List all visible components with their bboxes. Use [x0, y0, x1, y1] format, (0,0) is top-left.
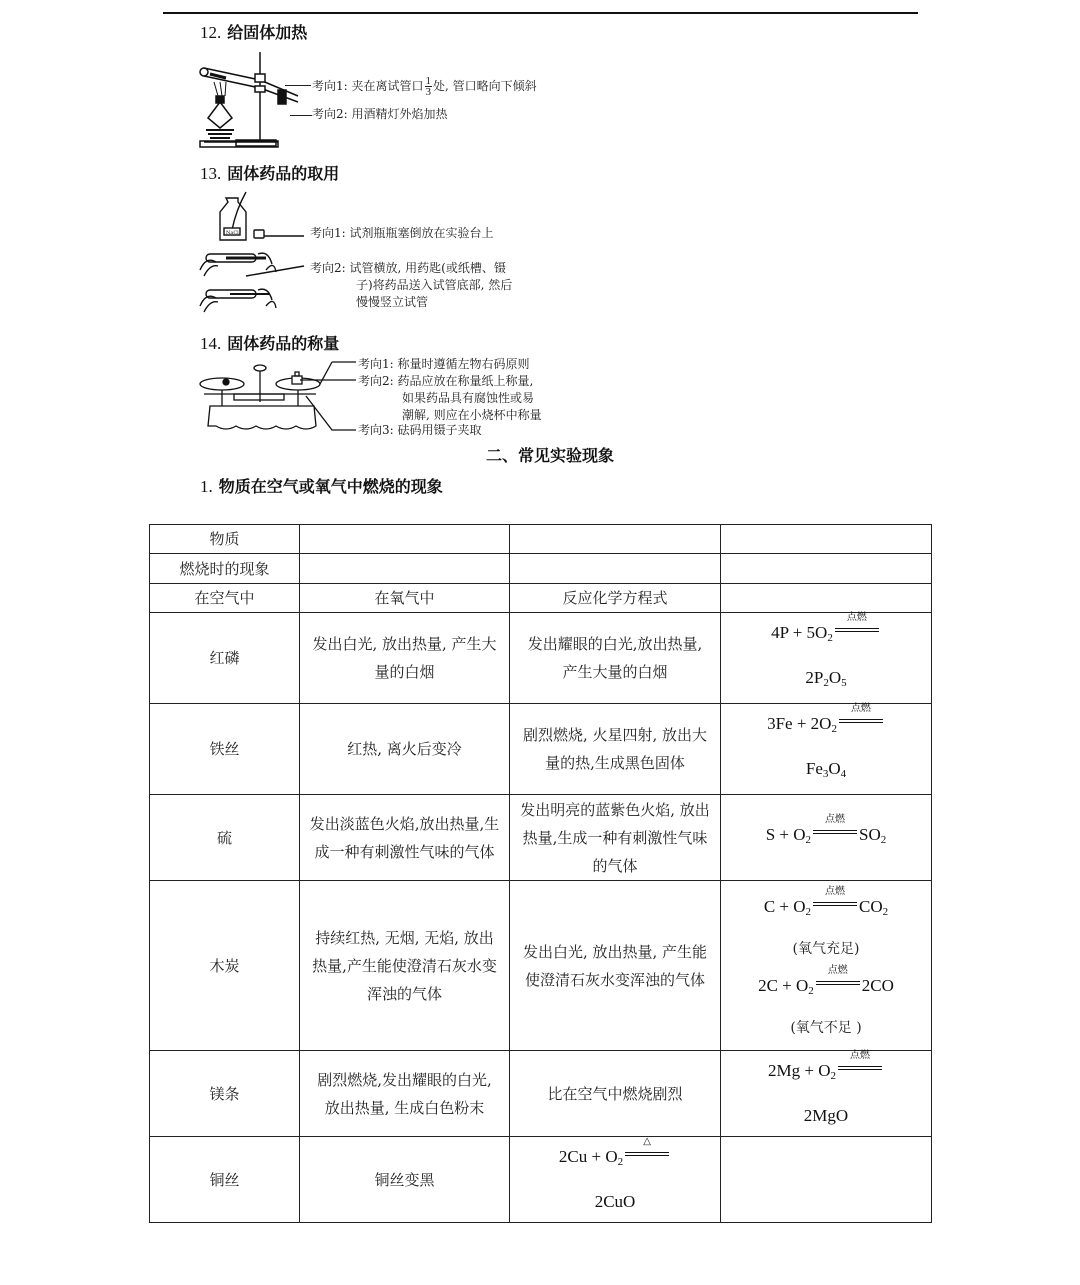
- callout-label: 考向1:: [358, 357, 394, 371]
- arrow-line: [838, 1066, 882, 1067]
- item-13-heading: [200, 161, 339, 184]
- callout-label: 考向2:: [358, 374, 394, 388]
- equation-products: 2CO: [861, 975, 894, 995]
- item-number: 14.: [200, 334, 222, 353]
- callout-text: 试剂瓶瓶塞倒放在实验台上: [349, 226, 494, 240]
- fraction-numerator: 1: [425, 75, 432, 87]
- arrow-line: [813, 830, 857, 831]
- callout-line: 潮解, 则应在小烧杯中称量: [402, 408, 542, 422]
- reaction-arrow: [625, 1136, 669, 1162]
- equation-line: [729, 887, 923, 932]
- equation-line: [729, 613, 923, 658]
- reaction-arrow: [839, 703, 883, 729]
- equation-products: $CO_2$: [859, 896, 889, 918]
- header-row: [150, 584, 932, 613]
- item-title: 固体药品的取用: [227, 164, 340, 183]
- reaction-condition: 点燃: [849, 1050, 870, 1061]
- equation-note: (氧气充足): [792, 940, 860, 957]
- reagent-handling-figure: [196, 190, 306, 320]
- header-cell: [510, 554, 721, 584]
- equation-products: 2CuO: [594, 1192, 636, 1211]
- arrow-line: [816, 984, 860, 985]
- arrow-line: [813, 833, 857, 834]
- in-air-cell: 持续红热, 无烟, 无焰, 放出热量,产生能使澄清石灰水变浑浊的气体: [300, 881, 510, 1051]
- substance-cell: 硫: [150, 795, 300, 881]
- subsection-number: 1.: [200, 477, 213, 496]
- equation-line: [518, 1137, 712, 1182]
- arrow-line: [838, 1069, 882, 1070]
- equation-line: [729, 704, 923, 749]
- equation-reactants: $2Cu + O_2$: [558, 1147, 624, 1168]
- equation-reactants: $S + O_2$: [765, 825, 812, 846]
- item-title: 给固体加热: [227, 23, 308, 42]
- table-row: [150, 795, 932, 881]
- reaction-arrow: [813, 814, 857, 840]
- callout-14-2: [358, 373, 542, 424]
- header-row: [150, 525, 932, 554]
- equation-cell: [721, 795, 932, 881]
- equation-reactants: $4P + 5O_2$: [771, 623, 833, 644]
- callout-text: 砝码用镊子夹取: [397, 423, 482, 437]
- reaction-condition: 点燃: [827, 964, 848, 976]
- callout-label: 考向2:: [312, 107, 348, 121]
- header-cell: [300, 554, 510, 584]
- callout-12-2: [312, 106, 448, 123]
- reaction-arrow: [813, 885, 857, 912]
- balance-scale-figure: [196, 356, 358, 436]
- item-number: 13.: [200, 164, 222, 183]
- callout-line: 慢慢竖立试管: [356, 295, 429, 309]
- callout-line: 如果药品具有腐蚀性或易: [402, 391, 535, 405]
- substance-cell: 镁条: [150, 1051, 300, 1137]
- in-air-cell: 铜丝变黑: [300, 1137, 510, 1223]
- item-12-heading: [200, 20, 307, 43]
- reaction-arrow: [838, 1050, 882, 1076]
- substance-cell: 木炭: [150, 881, 300, 1051]
- equation-cell: [721, 1051, 932, 1137]
- header-row: [150, 554, 932, 584]
- header-cell: [721, 525, 932, 554]
- table-row: [150, 704, 932, 795]
- table-row: [150, 1137, 932, 1223]
- equation-line: [729, 815, 923, 860]
- in-air-cell: 发出淡蓝色火焰,放出热量,生成一种有刺激性气味的气体: [300, 795, 510, 881]
- in-air-cell: 红热, 离火后变冷: [300, 704, 510, 795]
- table-row: [150, 881, 932, 1051]
- in-oxygen-cell: 发出耀眼的白光,放出热量, 产生大量的白烟: [510, 613, 721, 704]
- callout-13-1: [310, 225, 494, 242]
- equation-line: [729, 966, 923, 1011]
- in-oxygen-cell: 发出明亮的蓝紫色火焰, 放出热量,生成一种有刺激性气味的气体: [510, 795, 721, 881]
- callout-line: 试管横放, 用药匙(或纸槽、镊: [349, 261, 506, 275]
- reaction-arrow: [835, 612, 879, 638]
- table-row: [150, 613, 932, 704]
- equation-products: $SO_2$: [859, 825, 887, 846]
- in-oxygen-cell: 比在空气中燃烧剧烈: [510, 1051, 721, 1137]
- subsection-heading: [200, 474, 443, 497]
- callout-line: 子)将药品送入试管底部, 然后: [356, 278, 513, 292]
- callout-text: 称量时遵循左物右码原则: [397, 357, 530, 371]
- callout-14-3: [358, 422, 482, 439]
- svg-text:NaCl: NaCl: [226, 230, 239, 236]
- substance-cell: 铁丝: [150, 704, 300, 795]
- arrow-line: [835, 628, 879, 629]
- item-title: 固体药品的称量: [227, 334, 340, 353]
- combustion-table: [149, 524, 932, 1223]
- header-cell: [300, 525, 510, 554]
- header-cell: [510, 525, 721, 554]
- callout-label: 考向1:: [310, 226, 346, 240]
- in-air-cell: 发出白光, 放出热量, 产生大量的白烟: [300, 613, 510, 704]
- heating-apparatus-figure: [198, 46, 318, 150]
- subsection-title: 物质在空气或氧气中燃烧的现象: [218, 477, 443, 496]
- callout-label: 考向2:: [310, 261, 346, 275]
- equation-cell: [721, 613, 932, 704]
- callout-14-1: [358, 356, 530, 373]
- callout-12-1: [312, 76, 537, 97]
- in-oxygen-cell: 发出白光, 放出热量, 产生能使澄清石灰水变浑浊的气体: [510, 881, 721, 1051]
- substance-cell: 红磷: [150, 613, 300, 704]
- arrow-line: [816, 981, 860, 982]
- equation-products: 2MgO: [803, 1106, 849, 1125]
- arrow-line: [625, 1152, 669, 1153]
- header-cell: [721, 554, 932, 584]
- fraction: [425, 76, 433, 97]
- equation-products: $Fe_3O_4$: [805, 759, 847, 780]
- item-14-heading: [200, 331, 339, 354]
- arrow-line: [839, 722, 883, 723]
- arrow-line: [813, 905, 857, 906]
- reaction-condition: 点燃: [850, 703, 871, 714]
- arrow-line: [839, 719, 883, 720]
- in-oxygen-cell: [510, 1137, 721, 1223]
- header-cell: 物质: [150, 525, 300, 554]
- callout-text: 夹在离试管口: [351, 79, 424, 93]
- header-cell: 反应化学方程式: [510, 584, 721, 613]
- header-cell: 在氧气中: [300, 584, 510, 613]
- equation-cell: [721, 881, 932, 1051]
- reaction-condition: 点燃: [825, 814, 846, 825]
- reaction-arrow: [816, 964, 860, 991]
- equation-reactants: $2Mg + O_2$: [768, 1061, 836, 1082]
- item-number: 12.: [200, 23, 222, 42]
- equation-line: [729, 1051, 923, 1096]
- substance-cell: 铜丝: [150, 1137, 300, 1223]
- header-cell: 燃烧时的现象: [150, 554, 300, 584]
- callout-label: 考向1:: [312, 79, 348, 93]
- callout-text: 处, 管口略向下倾斜: [433, 79, 537, 93]
- equation-note: (氧气不足 ): [790, 1019, 862, 1036]
- arrow-line: [835, 631, 879, 632]
- table-row: [150, 1051, 932, 1137]
- equation-reactants: $C + O_2$: [763, 896, 812, 918]
- equation-cell: [721, 704, 932, 795]
- reaction-condition: △: [643, 1136, 651, 1147]
- in-oxygen-cell: 剧烈燃烧, 火星四射, 放出大量的热,生成黑色固体: [510, 704, 721, 795]
- leader-line: [285, 85, 311, 86]
- equation-reactants: $2C + O_2$: [758, 975, 814, 997]
- equation-cell: [721, 1137, 932, 1223]
- leader-line: [290, 115, 312, 116]
- callout-13-2: [310, 260, 512, 311]
- callout-line: 药品应放在称量纸上称量,: [397, 374, 534, 388]
- reaction-condition: 点燃: [825, 885, 846, 897]
- in-air-cell: 剧烈燃烧,发出耀眼的白光, 放出热量, 生成白色粉末: [300, 1051, 510, 1137]
- header-cell: [721, 584, 932, 613]
- reaction-condition: 点燃: [846, 612, 867, 623]
- header-cell: 在空气中: [150, 584, 300, 613]
- equation-products: $2P_2O_5$: [805, 668, 847, 689]
- equation-reactants: $3Fe + 2O_2$: [767, 714, 837, 735]
- arrow-line: [813, 902, 857, 903]
- callout-label: 考向3:: [358, 423, 394, 437]
- fraction-denominator: 3: [425, 86, 432, 98]
- top-rule: [163, 12, 918, 14]
- callout-text: 用酒精灯外焰加热: [351, 107, 448, 121]
- arrow-line: [625, 1155, 669, 1156]
- section-title: 二、常见实验现象: [486, 446, 615, 465]
